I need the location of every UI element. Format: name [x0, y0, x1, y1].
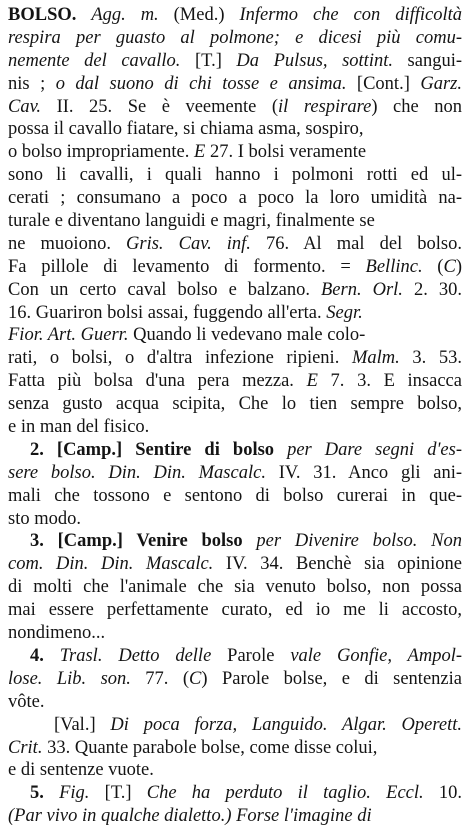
text-line	[8, 302, 462, 325]
text-line	[8, 393, 462, 416]
italic-run: Trasl.	[59, 645, 103, 666]
text-run: sono li cavalli, i quali hanno i polmoni rotti ed ul-	[8, 165, 462, 186]
text-line	[8, 96, 462, 119]
italic-run: Fior. Art. Guerr.	[8, 325, 129, 346]
italic-run: E	[194, 142, 206, 163]
text-line	[8, 668, 462, 691]
text-line	[8, 691, 462, 714]
text-run: Parole	[227, 645, 291, 666]
text-run: IV. 34. Benchè sia opinione	[213, 554, 462, 575]
text-run: nondimeno...	[8, 623, 106, 644]
text-line	[8, 256, 462, 279]
text-run: 2. 30.	[402, 279, 462, 300]
text-run: 3. 53.	[399, 348, 462, 369]
italic-run: il respirare	[278, 96, 372, 117]
text-run: II. 25. Se è veemente (	[41, 96, 279, 117]
text-line	[8, 645, 462, 668]
italic-run: Agg. m.	[91, 5, 159, 25]
text-run: IV. 31. Anco gli ani-	[265, 462, 462, 483]
text-run: 77. (	[130, 668, 190, 689]
bold-run: 3. [Camp.]	[30, 531, 137, 552]
text-run	[76, 5, 91, 25]
text-run: mai essere perfettamente curato, ed io me li accosto,	[8, 600, 462, 621]
italic-run: Gris. Cav. inf.	[126, 233, 251, 254]
italic-run: Che ha perduto il taglio. Eccl.	[146, 783, 424, 804]
italic-run: Infermo che con difficoltà	[239, 5, 462, 25]
italic-run: C	[189, 668, 202, 689]
text-run: 10.	[423, 783, 462, 804]
italic-run: Bern. Orl.	[320, 279, 403, 300]
italic-run: Detto delle	[102, 645, 228, 666]
bold-run: Sentire di bolso	[135, 439, 275, 460]
text-run: [T.]	[180, 50, 237, 71]
text-run: o bolso impropriamente.	[8, 142, 194, 163]
headword: BOLSO.	[8, 5, 77, 25]
text-run: nis ;	[8, 73, 56, 94]
italic-run: C	[443, 256, 456, 277]
text-line	[8, 370, 462, 393]
text-line	[8, 759, 462, 782]
text-run: vôte.	[8, 691, 45, 712]
text-line	[8, 737, 462, 760]
italic-run: Malm.	[351, 348, 400, 369]
text-run: e in man del fisico.	[8, 417, 150, 438]
text-run: ) che non	[371, 96, 462, 117]
text-line	[8, 782, 462, 805]
text-run: Con un certo caval bolso e balzano.	[8, 279, 321, 300]
text-run: (Med.)	[158, 5, 240, 25]
italic-run: Forse l'imagine di	[236, 806, 372, 827]
text-line	[8, 416, 462, 439]
text-line	[8, 324, 462, 347]
text-run: sangui-	[392, 50, 462, 71]
italic-run: com. Din. Din. Mascalc.	[8, 554, 214, 575]
italic-run: Crit.	[8, 737, 43, 758]
text-run: (	[422, 256, 444, 277]
text-run: 33. Quante parabole bolse, come disse colui,	[42, 737, 378, 758]
text-line	[8, 50, 462, 73]
italic-run: Fig.	[59, 783, 90, 804]
text-run: [Cont.]	[346, 73, 421, 94]
text-run: di molti che l'animale che sia venuto bolso, non possa	[8, 577, 462, 598]
italic-run: per Divenire bolso. Non	[242, 531, 462, 552]
text-run: Fa pillole di levamento di formento. =	[8, 256, 366, 277]
text-run: ne muoiono.	[8, 233, 127, 254]
text-line	[8, 279, 462, 302]
italic-run: (Par vivo in qualche dialetto.)	[8, 806, 232, 827]
text-line	[8, 233, 462, 256]
text-run: ) Parole bolse, e di sentenzia	[201, 668, 462, 689]
text-line	[8, 439, 462, 462]
italic-run: Segr.	[326, 302, 363, 323]
text-run: cerati ; consumano a poco a poco la loro umidità na-	[8, 188, 462, 209]
text-run: 76. Al mal del bolso.	[250, 233, 462, 254]
text-line	[8, 164, 462, 187]
text-line	[8, 530, 462, 553]
text-run: e di sentenze vuote.	[8, 760, 154, 781]
text-run: Fatta più bolsa d'una pera mezza.	[8, 371, 307, 392]
text-line	[8, 553, 462, 576]
text-line	[8, 27, 462, 50]
text-run: possa il cavallo fiatare, si chiama asma, sospiro,	[8, 119, 364, 140]
bold-run: 5.	[30, 783, 60, 804]
text-run: turale e diventano languidi e magri, finalmente se	[8, 211, 375, 232]
text-line	[8, 622, 462, 645]
text-line	[8, 187, 462, 210]
text-line	[8, 347, 462, 370]
text-run: mali che tossono e sentono di bolso curerai in que-	[8, 485, 462, 506]
italic-run: Gonfie, Ampol-	[337, 645, 462, 666]
text-line	[8, 141, 462, 164]
italic-run: Da Pulsus, sottint.	[236, 50, 393, 71]
text-run: [T.]	[89, 783, 147, 804]
text-line	[8, 714, 462, 737]
bold-run: 2. [Camp.]	[30, 439, 136, 460]
text-run: 27. I bolsi veramente	[205, 142, 367, 163]
italic-run: respira per guasto al polmone; e dicesi più comu-	[8, 27, 462, 48]
italic-run: o dal suono di chi tosse e ansima.	[55, 73, 347, 94]
text-run: sto modo.	[8, 508, 81, 529]
text-line	[8, 73, 462, 96]
italic-run: vale	[290, 645, 338, 666]
text-line	[8, 4, 462, 27]
text-line	[8, 599, 462, 622]
text-run: 7. 3. E insacca	[317, 371, 462, 392]
italic-run: Garz.	[420, 73, 462, 94]
text-run: Quando li vedevano male colo-	[128, 325, 366, 346]
text-line	[8, 576, 462, 599]
italic-run: lose. Lib. son.	[8, 668, 131, 689]
text-line	[8, 210, 462, 233]
italic-run: E	[306, 371, 318, 392]
text-run: )	[455, 256, 462, 277]
text-line	[8, 118, 462, 141]
italic-run: per Dare segni d'es-	[274, 439, 462, 460]
text-run: 16. Guariron bolsi assai, fuggendo all'erta.	[8, 302, 327, 323]
text-line	[8, 805, 462, 828]
italic-run: Di poca forza, Languido. Algar. Operett.	[110, 714, 462, 735]
text-line	[8, 508, 462, 531]
text-run: senza gusto acqua scipita, Che lo tien sempre bolso,	[8, 394, 462, 415]
text-line	[8, 462, 462, 485]
text-run: [Val.]	[54, 714, 111, 735]
italic-run: Bellinc.	[365, 256, 423, 277]
bold-run: Venire bolso	[136, 531, 243, 552]
bold-run: 4.	[30, 645, 60, 666]
text-line	[8, 485, 462, 508]
italic-run: sere bolso. Din. Din. Mascalc.	[8, 462, 266, 483]
italic-run: nemente del cavallo.	[8, 50, 181, 71]
italic-run: Cav.	[8, 96, 42, 117]
text-run: rati, o bolsi, o d'altra infezione ripieni.	[8, 348, 352, 369]
